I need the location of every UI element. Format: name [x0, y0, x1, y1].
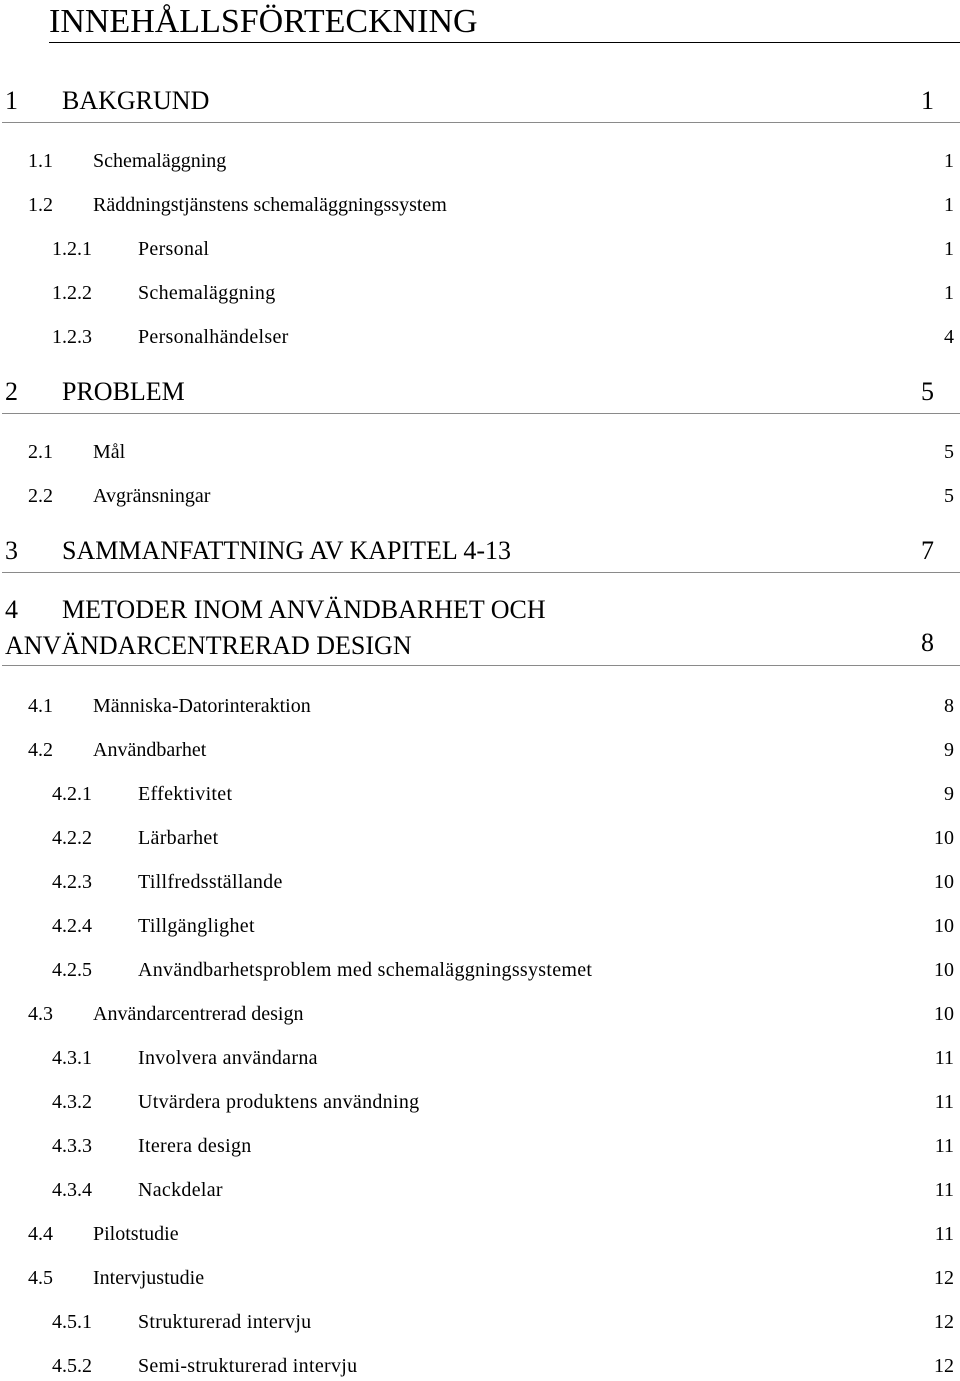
toc-entry-4[interactable]: [0, 595, 960, 661]
chapter-divider: [2, 122, 960, 123]
toc-entry-title: Mål: [93, 441, 126, 463]
toc-entry-4-3-3[interactable]: [0, 1134, 960, 1158]
toc-entry-number: 4.2: [28, 739, 53, 761]
toc-entry-number: 1: [5, 86, 18, 115]
toc-entry-1-2-2[interactable]: [0, 281, 960, 305]
toc-entry-number: 4.2.1: [52, 783, 92, 805]
toc-entry-page-number: 10: [934, 959, 954, 981]
toc-entry-4-2-1[interactable]: [0, 782, 960, 806]
toc-entry-4-2-2[interactable]: [0, 826, 960, 850]
toc-entry-title: Utvärdera produktens användning: [138, 1091, 420, 1113]
toc-entry-page-number: 10: [934, 1003, 954, 1025]
toc-entry-4-3[interactable]: [0, 1002, 960, 1026]
toc-entry-title: Nackdelar: [138, 1179, 223, 1201]
toc-entry-title: Intervjustudie: [93, 1267, 205, 1289]
toc-entry-number: 4.3: [28, 1003, 53, 1025]
toc-entry-number: 2.2: [28, 485, 53, 507]
toc-entry-page-number: 5: [921, 377, 934, 406]
toc-entry-number: 4: [5, 595, 18, 624]
toc-entry-page-number: 11: [934, 1179, 954, 1201]
toc-entry-4-1[interactable]: [0, 694, 960, 718]
toc-entry-title: Tillgänglighet: [138, 915, 255, 937]
toc-entry-number: 4.4: [28, 1223, 53, 1245]
toc-entry-title: Lärbarhet: [138, 827, 219, 849]
toc-entry-title: Tillfredsställande: [138, 871, 283, 893]
toc-entry-number: 4.2.4: [52, 915, 92, 937]
toc-entry-page-number: 12: [934, 1267, 954, 1289]
toc-entry-title: Räddningstjänstens schemaläggningssystem: [93, 194, 447, 216]
toc-entry-page-number: 1: [944, 282, 954, 304]
toc-entry-4-5-1[interactable]: [0, 1310, 960, 1334]
toc-entry-title: Människa-Datorinteraktion: [93, 695, 311, 717]
toc-entry-title: Iterera design: [138, 1135, 252, 1157]
toc-entry-number: 4.5.2: [52, 1355, 92, 1377]
toc-entry-4-3-4[interactable]: [0, 1178, 960, 1202]
toc-entry-page-number: 11: [934, 1047, 954, 1069]
toc-entry-page-number: 7: [921, 536, 934, 565]
toc-entry-number: 4.5.1: [52, 1311, 92, 1333]
toc-entry-title: Strukturerad intervju: [138, 1311, 312, 1333]
toc-entry-title: Avgränsningar: [93, 485, 211, 507]
toc-entry-page-number: 1: [944, 194, 954, 216]
toc-entry-page-number: 11: [934, 1091, 954, 1113]
toc-entry-page-number: 12: [934, 1311, 954, 1333]
toc-entry-4-3-2[interactable]: [0, 1090, 960, 1114]
toc-entry-title: Semi-strukturerad intervju: [138, 1355, 358, 1377]
toc-entry-4-3-1[interactable]: [0, 1046, 960, 1070]
toc-entry-number: 4.3.1: [52, 1047, 92, 1069]
toc-entry-3[interactable]: [0, 536, 960, 566]
toc-entry-title: Involvera användarna: [138, 1047, 318, 1069]
toc-entry-1-1[interactable]: [0, 149, 960, 173]
toc-entry-page-number: 9: [944, 739, 954, 761]
toc-entry-title: Schemaläggning: [93, 150, 227, 172]
toc-entry-page-number: 1: [921, 86, 934, 115]
toc-entry-page-number: 11: [934, 1135, 954, 1157]
toc-entry-title: Pilotstudie: [93, 1223, 179, 1245]
toc-entry-number: 3: [5, 536, 18, 565]
toc-entry-page-number: 5: [944, 485, 954, 507]
toc-entry-title: Effektivitet: [138, 783, 233, 805]
toc-entry-number: 4.5: [28, 1267, 53, 1289]
toc-entry-1-2[interactable]: [0, 193, 960, 217]
toc-entry-title: Användbarhet: [93, 739, 207, 761]
toc-entry-2-2[interactable]: [0, 484, 960, 508]
toc-entry-page-number: 1: [944, 238, 954, 260]
toc-entry-number: 1.1: [28, 150, 53, 172]
toc-entry-4-2[interactable]: [0, 738, 960, 762]
toc-entry-number: 4.1: [28, 695, 53, 717]
toc-entry-4-4[interactable]: [0, 1222, 960, 1246]
toc-entry-number: 4.3.2: [52, 1091, 92, 1113]
toc-entry-title: METODER INOM ANVÄNDBARHET OCH ANVÄNDARCENTRERAD DESIGN: [5, 595, 546, 660]
chapter-divider: [2, 413, 960, 414]
toc-entry-number: 1.2: [28, 194, 53, 216]
toc-entry-page-number: 1: [944, 150, 954, 172]
toc-entry-page-number: 11: [934, 1223, 954, 1245]
toc-entry-title: BAKGRUND: [62, 86, 210, 115]
toc-entry-title: Användbarhetsproblem med schemaläggningssystemet: [138, 959, 593, 981]
toc-entry-title: SAMMANFATTNING AV KAPITEL 4-13: [62, 536, 512, 565]
toc-entry-page-number: 10: [934, 915, 954, 937]
toc-entry-4-5[interactable]: [0, 1266, 960, 1290]
toc-entry-page-number: 12: [934, 1355, 954, 1377]
toc-entry-number: 1.2.3: [52, 326, 92, 348]
toc-entry-number: 2: [5, 377, 18, 406]
toc-entry-title: PROBLEM: [62, 377, 185, 406]
toc-entry-title: Schemaläggning: [138, 282, 276, 304]
toc-entry-number: 4.2.2: [52, 827, 92, 849]
toc-entry-title: Användarcentrerad design: [93, 1003, 304, 1025]
toc-entry-number: 4.3.3: [52, 1135, 92, 1157]
page-title: INNEHÅLLSFÖRTECKNING: [49, 3, 478, 40]
toc-entry-number: 4.3.4: [52, 1179, 92, 1201]
toc-entry-1-2-1[interactable]: [0, 237, 960, 261]
toc-entry-2-1[interactable]: [0, 440, 960, 464]
toc-entry-page-number: 10: [934, 827, 954, 849]
toc-entry-4-5-2[interactable]: [0, 1354, 960, 1378]
toc-entry-page-number: 5: [944, 441, 954, 463]
toc-entry-number: 1.2.2: [52, 282, 92, 304]
chapter-divider: [2, 572, 960, 573]
toc-entry-number: 2.1: [28, 441, 53, 463]
chapter-divider: [2, 665, 960, 666]
toc-entry-page-number: 10: [934, 871, 954, 893]
toc-entry-title: Personalhändelser: [138, 326, 289, 348]
toc-entry-2[interactable]: [0, 377, 960, 407]
toc-entry-number: 4.2.3: [52, 871, 92, 893]
toc-entry-number: 4.2.5: [52, 959, 92, 981]
toc-entry-1[interactable]: [0, 86, 960, 116]
toc-entry-title: Personal: [138, 238, 210, 260]
toc-entry-page-number: 8: [921, 628, 934, 657]
toc-entry-1-2-3[interactable]: [0, 325, 960, 349]
toc-entry-4-2-4[interactable]: [0, 914, 960, 938]
toc-entry-page-number: 4: [944, 326, 954, 348]
toc-entry-4-2-5[interactable]: [0, 958, 960, 982]
toc-entry-page-number: 9: [944, 783, 954, 805]
toc-entry-page-number: 8: [944, 695, 954, 717]
toc-entry-4-2-3[interactable]: [0, 870, 960, 894]
toc-entry-number: 1.2.1: [52, 238, 92, 260]
